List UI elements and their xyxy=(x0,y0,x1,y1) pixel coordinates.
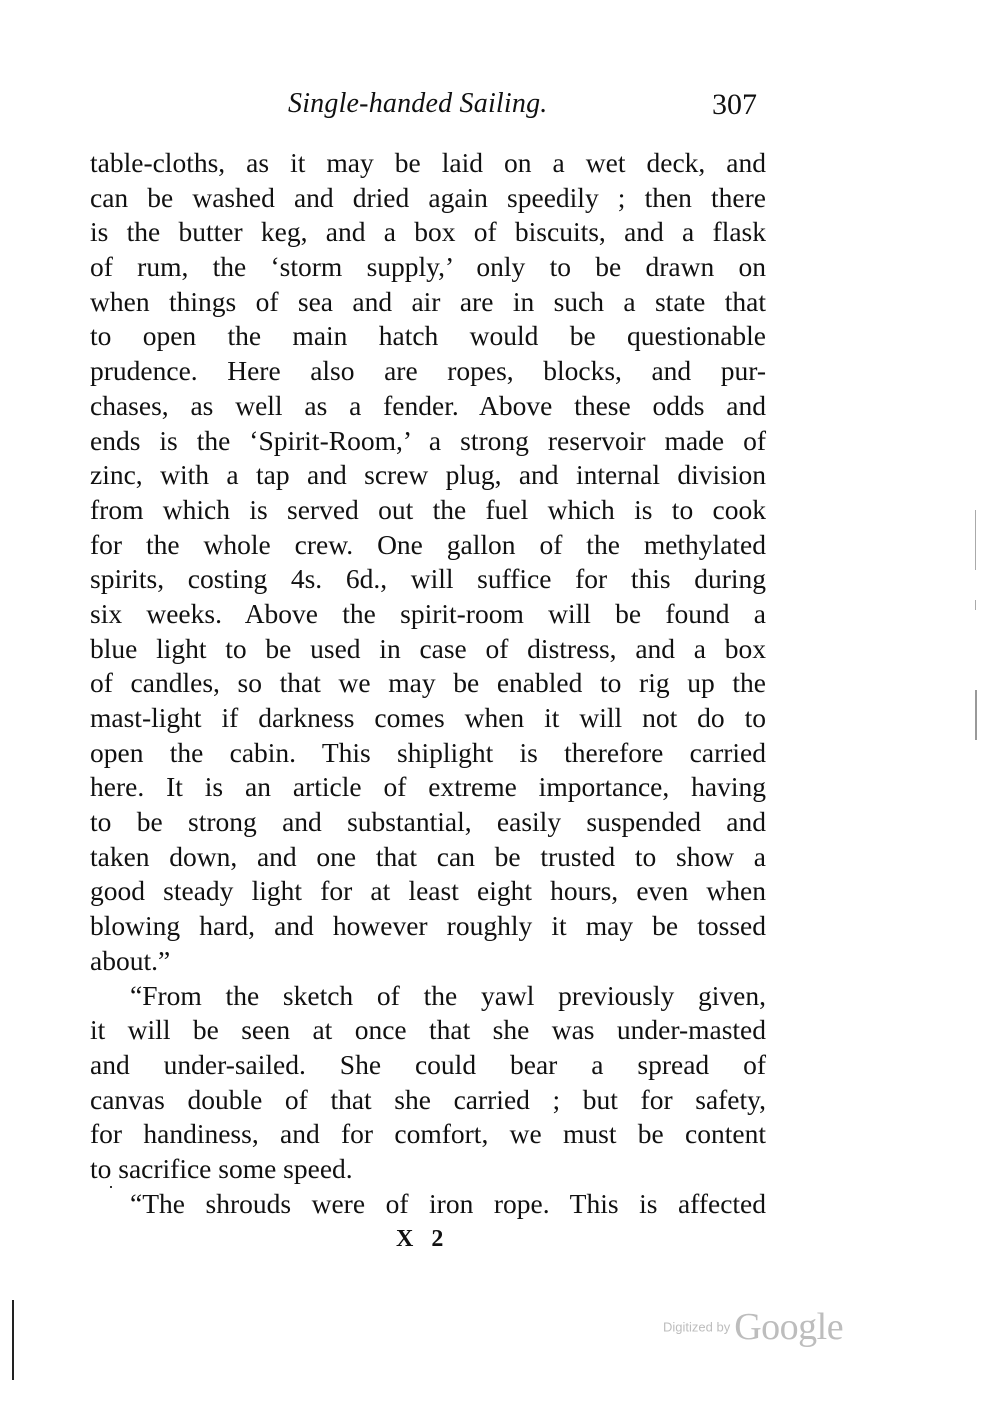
text-line: canvas double of that she carried ; but for safety, xyxy=(90,1083,766,1115)
running-title: Single-handed Sailing. xyxy=(288,88,548,119)
text-line: to open the main hatch would be questionable xyxy=(90,320,766,352)
scan-mark xyxy=(975,510,976,570)
watermark-brand: Google xyxy=(734,1306,844,1348)
scan-mark xyxy=(12,1300,14,1380)
text-line: of candles, so that we may be enabled to rig up the xyxy=(90,667,766,699)
text-line: to be strong and substantial, easily suspended and xyxy=(90,806,766,838)
text-line: good steady light for at least eight hours, even when xyxy=(90,875,766,907)
text-line: is the butter keg, and a box of biscuits, and a flask xyxy=(90,216,766,248)
watermark-prefix: Digitized by xyxy=(663,1319,731,1335)
text-line: ends is the ‘Spirit-Room,’ a strong reservoir made of xyxy=(90,424,766,456)
text-line: blowing hard, and however roughly it may be tossed xyxy=(90,910,766,942)
text-line: and under-sailed. She could bear a spread of xyxy=(90,1048,766,1080)
text-line: for the whole crew. One gallon of the methylated xyxy=(90,528,766,560)
text-line: zinc, with a tap and screw plug, and internal division xyxy=(90,459,766,491)
digitized-watermark xyxy=(663,1305,873,1348)
body-text xyxy=(90,146,766,1221)
signature-mark: X 2 xyxy=(396,1226,450,1252)
text-line: from which is served out the fuel which is to cook xyxy=(90,493,766,525)
text-line: can be washed and dried again speedily ; then there xyxy=(90,181,766,213)
page-number: 307 xyxy=(712,88,757,121)
text-line: “The shrouds were of iron rope. This is affected xyxy=(130,1187,766,1219)
text-line: table-cloths, as it may be laid on a wet deck, and xyxy=(90,147,766,178)
text-line: about.” xyxy=(90,944,171,976)
text-line: for handiness, and for comfort, we must be content xyxy=(90,1118,766,1150)
page-header xyxy=(0,88,988,128)
text-line: chases, as well as a fender. Above these odds and xyxy=(90,389,766,421)
text-line: mast-light if darkness comes when it will not do to xyxy=(90,702,766,733)
text-line: spirits, costing 4s. 6d., will suffice for this during xyxy=(90,563,766,595)
text-line: here. It is an article of extreme importance, having xyxy=(90,771,766,803)
text-line: open the cabin. This shiplight is therefore carried xyxy=(90,736,766,768)
text-line: taken down, and one that can be trusted to show a xyxy=(90,840,766,872)
text-line: when things of sea and air are in such a state that xyxy=(90,285,766,317)
text-line: prudence. Here also are ropes, blocks, and pur- xyxy=(90,355,766,387)
text-line: it will be seen at once that she was under-masted xyxy=(90,1014,766,1046)
scan-mark xyxy=(110,1186,112,1188)
text-line: “From the sketch of the yawl previously given, xyxy=(130,979,766,1011)
scan-mark xyxy=(975,690,977,740)
text-line: blue light to be used in case of distress, and a box xyxy=(90,632,766,664)
text-line: of rum, the ‘storm supply,’ only to be drawn on xyxy=(90,251,766,283)
scan-mark xyxy=(975,600,976,610)
text-line: to sacrifice some speed. xyxy=(90,1152,353,1184)
text-line: six weeks. Above the spirit-room will be found a xyxy=(90,597,766,629)
